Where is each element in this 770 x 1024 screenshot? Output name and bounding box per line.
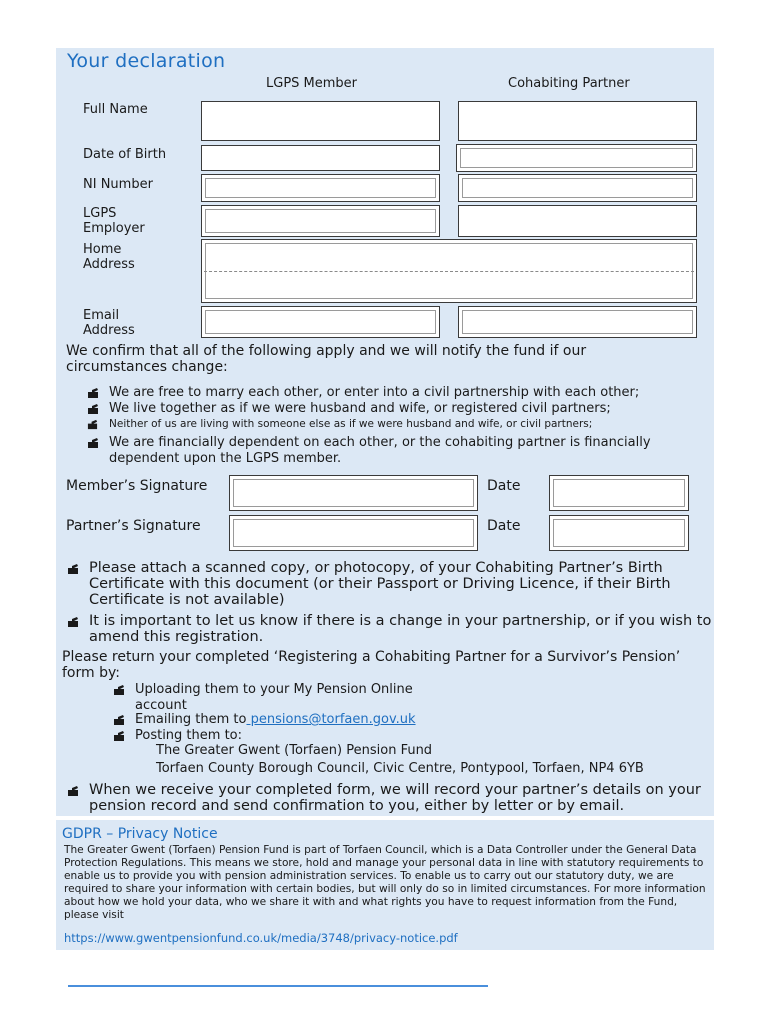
- list-item: [67, 560, 717, 610]
- partner-signature-label: Partner’s Signature: [66, 518, 201, 534]
- column-header-partner: Cohabiting Partner: [508, 76, 630, 91]
- checkbox-tick-icon: [87, 403, 99, 415]
- list-item: [113, 712, 473, 728]
- partner-full-name-field[interactable]: [458, 101, 697, 141]
- checkbox-tick-icon: [67, 785, 79, 797]
- full-name-label: Full Name: [83, 102, 148, 117]
- gdpr-title: GDPR – Privacy Notice: [62, 826, 218, 842]
- receive-note: When we receive your completed form, we will record your partner’s details on your pension record and send confirmation to you, either by letter or by email.: [89, 782, 701, 814]
- checkbox-tick-icon: [113, 730, 125, 742]
- attach-note: Please attach a scanned copy, or photocopy, of your Cohabiting Partner’s Birth Certificate with this document (or their Passport or Driving Licence, if their Birth Certificate is not available): [89, 560, 671, 608]
- partner-ni-field[interactable]: [458, 174, 697, 202]
- address-line-1: The Greater Gwent (Torfaen) Pension Fund: [156, 743, 433, 758]
- member-employer-field[interactable]: [201, 205, 440, 237]
- home-address-label: Home Address: [83, 242, 135, 272]
- gdpr-body: The Greater Gwent (Torfaen) Pension Fund is part of Torfaen Council, which is a Data Controller under the General Data Protection Regulations. This means we store, hold and manage your personal data in line with statutory requirements to enable us to provide you with pension administration services. To enable us to carry out our statutory duty, we are required to share your information with certain bodies, but will only do so in limited circumstances. For more information about how we hold your data, who we share it with and what rights you have to request information from the Fund, please visit: [64, 844, 706, 921]
- confirm-intro: We confirm that all of the following apply and we will notify the fund if our circumstances change:: [66, 343, 587, 375]
- email-option: Emailing them to: [135, 712, 247, 727]
- partner-employer-field[interactable]: [458, 205, 697, 237]
- address-divider: [204, 271, 694, 272]
- member-dob-field[interactable]: [201, 145, 440, 171]
- checkbox-tick-icon: [87, 387, 99, 399]
- list-item: [87, 385, 707, 401]
- member-date-label: Date: [487, 478, 521, 494]
- list-item: [87, 418, 707, 432]
- partner-dob-field[interactable]: [456, 144, 697, 172]
- member-full-name-field[interactable]: [201, 101, 440, 141]
- address-line-2: Torfaen County Borough Council, Civic Centre, Pontypool, Torfaen, NP4 6YB: [156, 761, 644, 776]
- list-item: [87, 435, 707, 467]
- dob-label: Date of Birth: [83, 147, 167, 162]
- ni-label: NI Number: [83, 177, 153, 192]
- list-item: [87, 401, 707, 417]
- member-date-field[interactable]: [549, 475, 689, 511]
- list-item: [67, 613, 717, 647]
- member-email-field[interactable]: [201, 306, 440, 338]
- return-intro: Please return your completed ‘Registering a Cohabiting Partner for a Survivor’s Pension’ form by:: [62, 649, 681, 681]
- list-item: [67, 782, 717, 816]
- list-item: [113, 682, 473, 714]
- checkbox-tick-icon: [87, 437, 99, 449]
- confirm-item-4: We are financially dependent on each other, or the cohabiting partner is financially dependent upon the LGPS member.: [109, 435, 651, 466]
- confirm-item-1: We are free to marry each other, or enter into a civil partnership with each other;: [109, 385, 640, 400]
- upload-option: Uploading them to your My Pension Online account: [135, 682, 413, 713]
- partner-date-field[interactable]: [549, 515, 689, 551]
- list-item: [113, 728, 473, 744]
- member-ni-field[interactable]: [201, 174, 440, 202]
- posting-option: Posting them to:: [135, 728, 242, 743]
- email-label: Email Address: [83, 308, 135, 338]
- important-note: It is important to let us know if there is a change in your partnership, or if you wish to amend this registration.: [89, 613, 712, 645]
- member-signature-field[interactable]: [229, 475, 478, 511]
- email-link[interactable]: pensions@torfaen.gov.uk: [246, 712, 416, 727]
- checkbox-tick-icon: [113, 714, 125, 726]
- checkbox-tick-icon: [67, 616, 79, 628]
- footer-rule: [68, 985, 488, 987]
- checkbox-tick-icon: [87, 419, 98, 430]
- column-header-member: LGPS Member: [266, 76, 358, 91]
- partner-date-label: Date: [487, 518, 521, 534]
- section-title: Your declaration: [67, 50, 226, 72]
- member-signature-label: Member’s Signature: [66, 478, 208, 494]
- checkbox-tick-icon: [113, 684, 125, 696]
- partner-signature-field[interactable]: [229, 515, 478, 551]
- confirm-item-3: Neither of us are living with someone else as if we were husband and wife, or civil partners;: [109, 418, 593, 430]
- partner-email-field[interactable]: [458, 306, 697, 338]
- confirm-item-2: We live together as if we were husband and wife, or registered civil partners;: [109, 401, 611, 416]
- checkbox-tick-icon: [67, 563, 79, 575]
- employer-label: LGPS Employer: [83, 206, 145, 236]
- privacy-notice-link[interactable]: https://www.gwentpensionfund.co.uk/media/3748/privacy-notice.pdf: [64, 931, 458, 945]
